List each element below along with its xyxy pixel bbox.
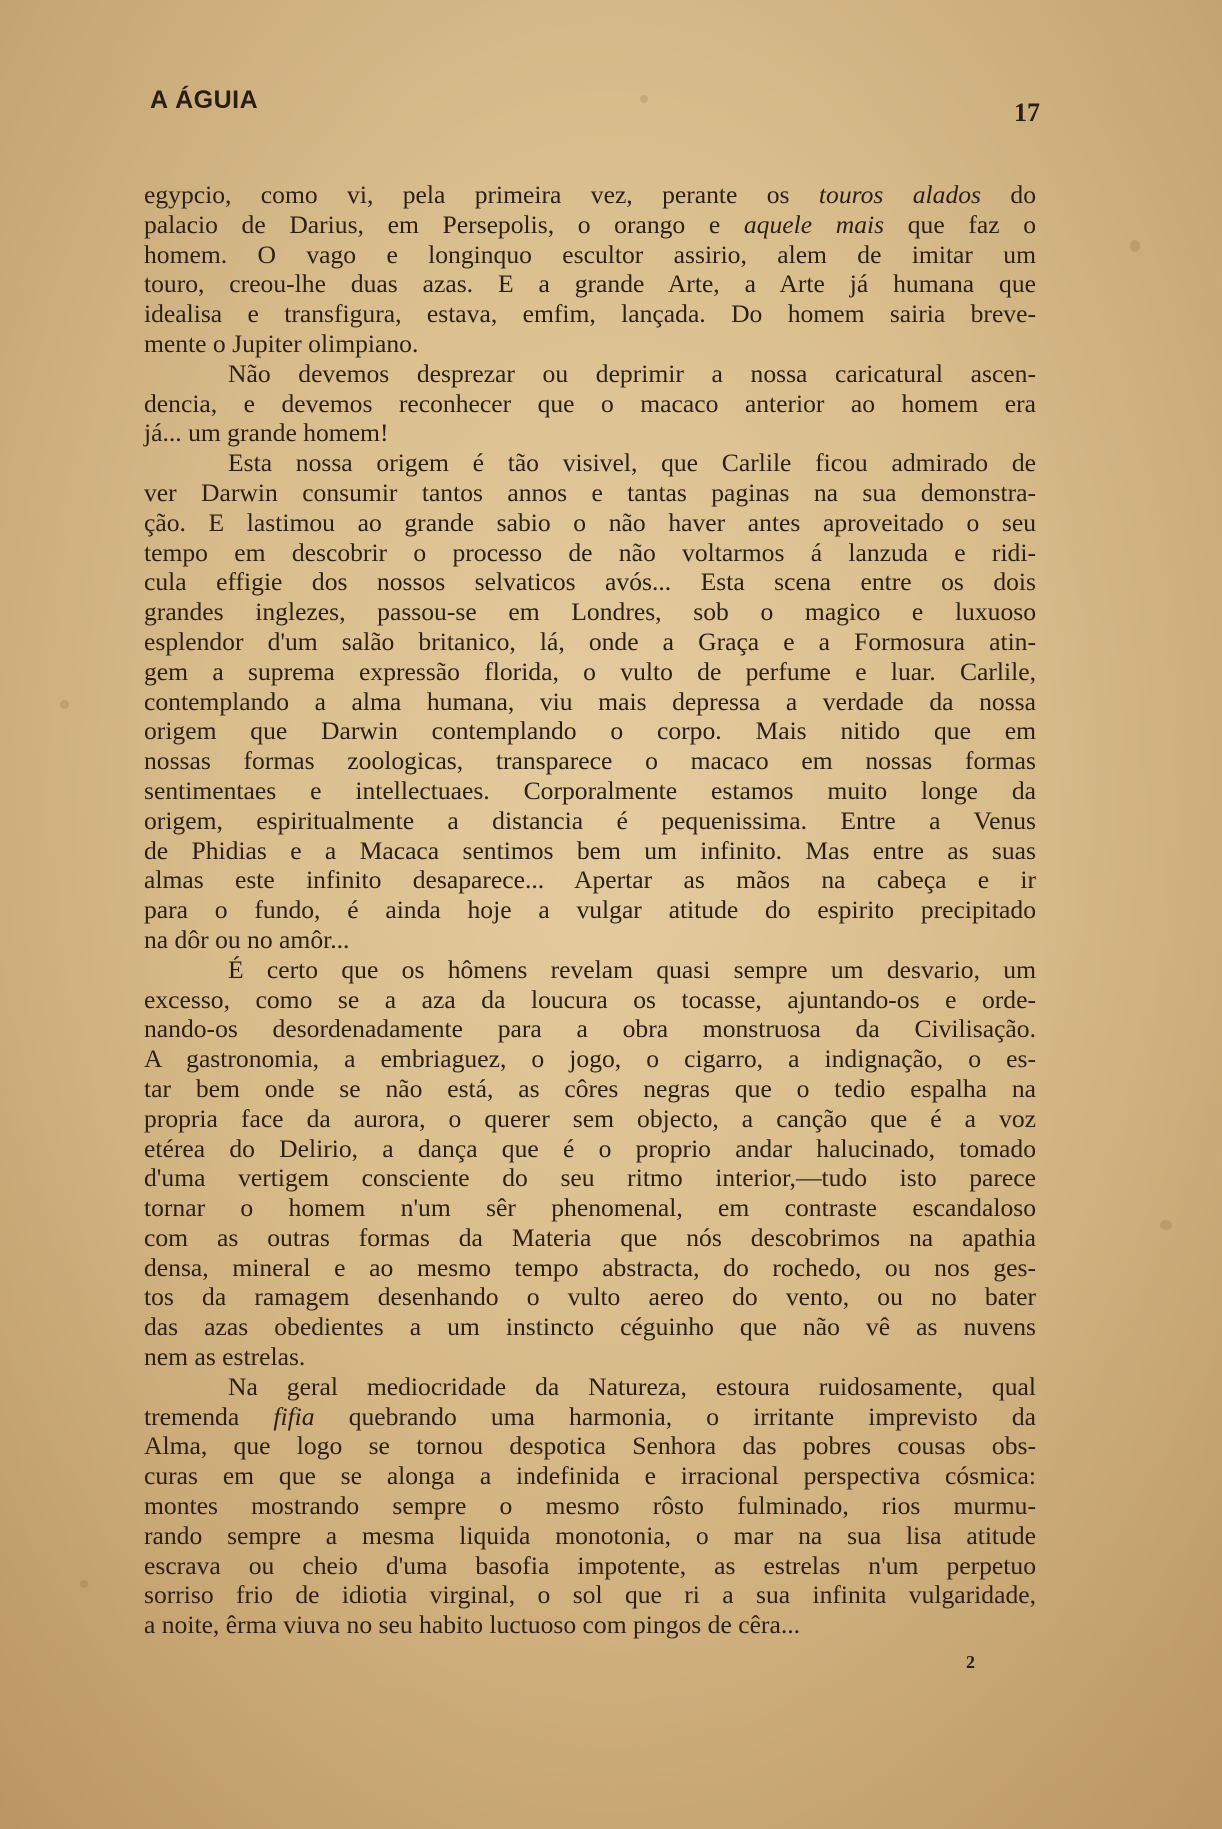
text-line: propria face da aurora, o querer sem objecto, a canção que é a voz — [144, 1103, 1036, 1133]
text-line: densa, mineral e ao mesmo tempo abstracta, do rochedo, ou nos ges- — [144, 1252, 1036, 1282]
text-line: egypcio, como vi, pela primeira vez, perante os touros alados do — [144, 180, 1036, 209]
page-number: 17 — [1014, 98, 1040, 127]
text-line: Alma, que logo se tornou despotica Senhora das pobres cousas obs- — [144, 1431, 1036, 1461]
text-line: origem, espiritualmente a distancia é pequenissima. Entre a Venus — [144, 805, 1036, 835]
text-line: Esta nossa origem é tão visivel, que Carlile ficou admirado de — [228, 448, 1036, 478]
text-line: excesso, como se a aza da loucura os tocasse, ajuntando-os e orde- — [144, 984, 1036, 1014]
text-line: para o fundo, é ainda hoje a vulgar atitude do espirito precipitado — [144, 895, 1036, 925]
text-line: das azas obedientes a um instincto céguinho que não vê as nuvens — [144, 1312, 1036, 1342]
text-line: nem as estrelas. — [144, 1342, 306, 1372]
foxing-stain — [1160, 1220, 1172, 1230]
italic-emphasis: fifia — [273, 1401, 315, 1431]
foxing-stain — [80, 1580, 88, 1588]
body-text — [144, 180, 1036, 1640]
text-line: de Phidias e a Macaca sentimos bem um infinito. Mas entre as suas — [144, 835, 1036, 865]
signature-mark: 2 — [966, 1652, 975, 1672]
text-line: ver Darwin consumir tantos annos e tantas paginas na sua demonstra- — [144, 477, 1036, 507]
text-line: ção. E lastimou ao grande sabio o não haver antes aproveitado o seu — [144, 507, 1036, 537]
text-line: esplendor d'um salão britanico, lá, onde a Graça e a Formosura atin- — [144, 626, 1036, 656]
text-line: a noite, êrma viuva no seu habito luctuoso com pingos de cêra... — [144, 1610, 801, 1640]
text-line: sorriso frio de idiotia virginal, o sol que ri a sua infinita vulgaridade, — [144, 1580, 1036, 1610]
text-line: Não devemos desprezar ou deprimir a nossa caricatural ascen- — [228, 358, 1036, 388]
text-line: Na geral mediocridade da Natureza, estoura ruidosamente, qual — [228, 1371, 1036, 1401]
text-line: etérea do Delirio, a dança que é o proprio andar halucinado, tomado — [144, 1133, 1036, 1163]
foxing-stain — [60, 700, 69, 709]
text-line: na dôr ou no amôr... — [144, 924, 350, 954]
text-line: nando-os desordenadamente para a obra monstruosa da Civilisação. — [144, 1014, 1036, 1044]
text-line: palacio de Darius, em Persepolis, o orango e aquele mais que faz o — [144, 209, 1036, 239]
text-line: já... um grande homem! — [144, 418, 389, 448]
paragraph — [144, 1372, 1036, 1640]
running-head: A ÁGUIA — [150, 86, 259, 114]
text-line: dencia, e devemos reconhecer que o macaco anterior ao homem era — [144, 388, 1036, 418]
paragraph — [144, 955, 1036, 1372]
paragraph — [144, 180, 1036, 359]
text-line: tar bem onde se não está, as côres negras que o tedio espalha na — [144, 1073, 1036, 1103]
text-line: A gastronomia, a embriaguez, o jogo, o cigarro, a indignação, o es- — [144, 1044, 1036, 1074]
foxing-stain — [640, 95, 648, 103]
paragraph — [144, 448, 1036, 955]
text-line: tornar o homem n'um sêr phenomenal, em contraste escandaloso — [144, 1193, 1036, 1223]
foxing-stain — [1130, 240, 1140, 252]
text-line: tempo em descobrir o processo de não voltarmos á lanzuda e ridi- — [144, 537, 1036, 567]
text-line: touro, creou-lhe duas azas. E a grande Arte, a Arte já humana que — [144, 269, 1036, 299]
text-line: homem. O vago e longinquo escultor assirio, alem de imitar um — [144, 239, 1036, 269]
text-line: nossas formas zoologicas, transparece o macaco em nossas formas — [144, 746, 1036, 776]
text-line: idealisa e transfigura, estava, emfim, lançada. Do homem sairia breve- — [144, 299, 1036, 329]
text-line: tos da ramagem desenhando o vulto aereo do vento, ou no bater — [144, 1282, 1036, 1312]
text-line: cula effigie dos nossos selvaticos avós... Esta scena entre os dois — [144, 567, 1036, 597]
text-line: escrava ou cheio d'uma basofia impotente, as estrelas n'um perpetuo — [144, 1550, 1036, 1580]
text-line: montes mostrando sempre o mesmo rôsto fulminado, rios murmu- — [144, 1491, 1036, 1521]
paragraph — [144, 359, 1036, 448]
italic-emphasis: touros alados — [818, 180, 982, 209]
text-line: origem que Darwin contemplando o corpo. Mais nitido que em — [144, 716, 1036, 746]
text-line: curas em que se alonga a indefinida e irracional perspectiva cósmica: — [144, 1461, 1036, 1491]
italic-emphasis: aquele mais — [743, 209, 885, 239]
text-line: grandes inglezes, passou-se em Londres, sob o magico e luxuoso — [144, 597, 1036, 627]
text-line: contemplando a alma humana, viu mais depressa a verdade da nossa — [144, 686, 1036, 716]
text-line: rando sempre a mesma liquida monotonia, o mar na sua lisa atitude — [144, 1520, 1036, 1550]
text-line: com as outras formas da Materia que nós descobrimos na apathia — [144, 1222, 1036, 1252]
text-line: tremenda fifia quebrando uma harmonia, o irritante imprevisto da — [144, 1401, 1036, 1431]
text-line: d'uma vertigem consciente do seu ritmo interior,—tudo isto parece — [144, 1163, 1036, 1193]
text-line: mente o Jupiter olimpiano. — [144, 328, 419, 358]
text-line: É certo que os hômens revelam quasi sempre um desvario, um — [228, 954, 1036, 984]
text-line: sentimentaes e intellectuaes. Corporalmente estamos muito longe da — [144, 775, 1036, 805]
text-line: gem a suprema expressão florida, o vulto de perfume e luar. Carlile, — [144, 656, 1036, 686]
text-line: almas este infinito desaparece... Apertar as mãos na cabeça e ir — [144, 865, 1036, 895]
